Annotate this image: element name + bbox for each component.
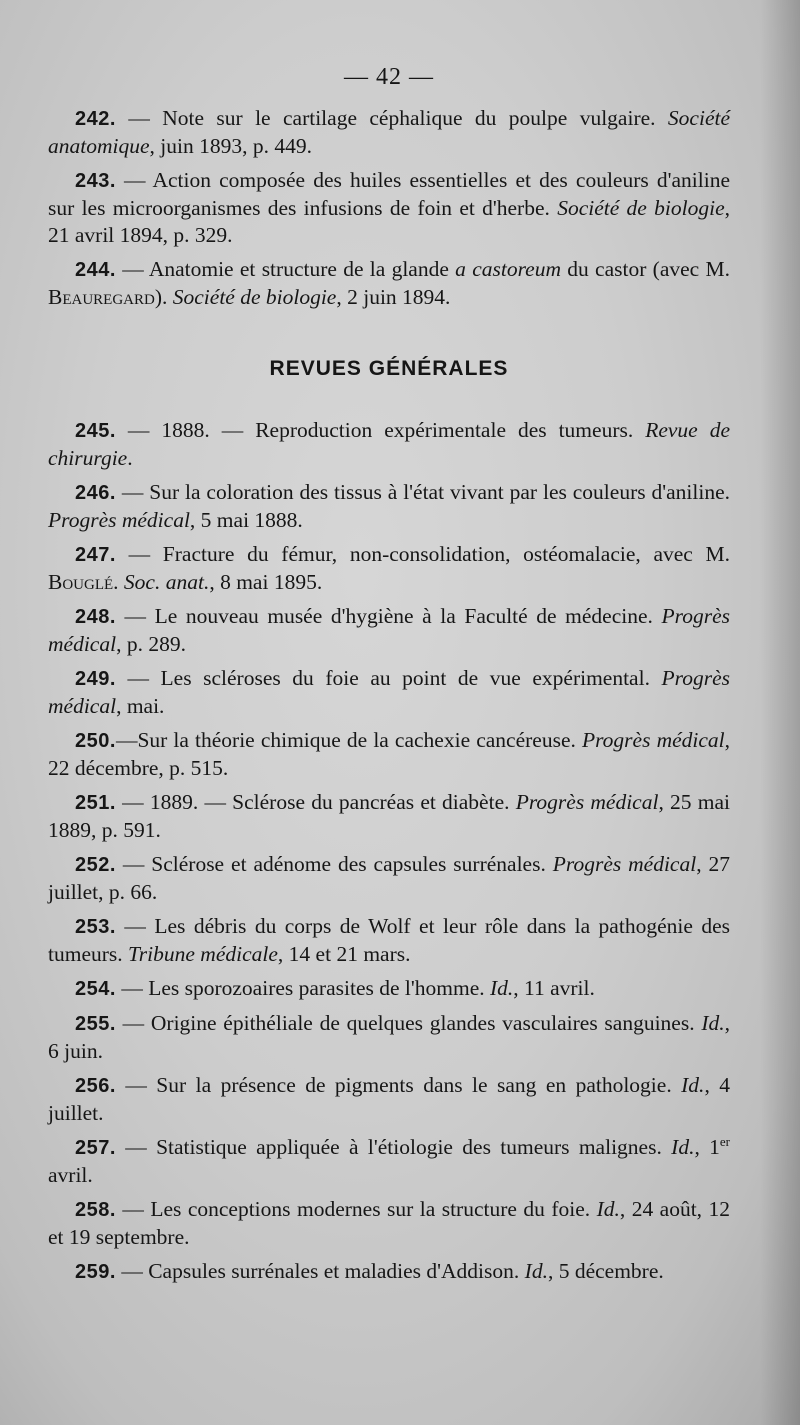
bibliography-entry <box>48 479 730 534</box>
entry-source: Société de biologie <box>172 285 337 309</box>
entry-text: , 24 août, 12 et 19 septembre. <box>48 1197 730 1249</box>
entry-number: 249. <box>75 668 116 690</box>
entry-number: 251. <box>75 792 116 814</box>
entry-text: , 25 mai 1889, p. 591. <box>48 790 730 842</box>
entry-text: , mai. <box>116 694 165 718</box>
entry-text: — Les sporozoaires parasites de l'homme. <box>115 976 490 1000</box>
entry-source: Revue de chirurgie <box>48 418 730 470</box>
entry-number: 247. <box>75 544 116 566</box>
entry-source: Société anatomique <box>48 106 730 158</box>
bibliography-entry <box>48 975 730 1003</box>
bibliography-entry <box>48 105 730 160</box>
bibliography-entry <box>48 417 730 472</box>
entry-source: Id. <box>681 1073 705 1097</box>
entry-text: , 5 décembre. <box>547 1259 664 1283</box>
entry-source: Soc. anat. <box>123 570 210 594</box>
entry-text: , 21 avril 1894, p. 329. <box>48 196 730 247</box>
bibliography-entry <box>48 167 730 249</box>
entry-superscript: er <box>719 1133 730 1149</box>
entry-text: . <box>127 446 133 470</box>
entry-text: avril. <box>48 1163 93 1187</box>
bibliography-entry <box>48 851 730 906</box>
entry-text: — Fracture du fémur, non-consolidation, ostéomalacie, avec M. <box>115 542 730 566</box>
entry-source: Progrès médical <box>552 852 697 876</box>
entry-number: 252. <box>75 854 116 876</box>
entry-number: 245. <box>75 420 116 442</box>
entry-source: Progrès médical <box>48 508 190 532</box>
entry-number: 256. <box>75 1075 116 1097</box>
bibliography-entry <box>48 603 730 658</box>
entry-text: — Le nouveau musée d'hygiène à la Faculté de médecine. <box>115 604 662 628</box>
bibliography-entry <box>48 665 730 720</box>
entry-text: — 1889. — Sclérose du pancréas et diabète. <box>115 790 516 814</box>
entry-text: du castor (avec M. <box>560 257 730 281</box>
coauthor-name: Bouglé <box>48 570 114 594</box>
entry-source: Progrès médical <box>48 604 730 656</box>
bibliography-entry <box>48 1072 730 1127</box>
entry-source: Id. <box>701 1011 725 1035</box>
entry-text: , juin 1893, p. 449. <box>149 134 312 158</box>
bibliography-entry <box>48 727 730 782</box>
entry-number: 246. <box>75 482 116 504</box>
entry-number: 255. <box>75 1013 116 1035</box>
entry-text: . <box>113 570 124 594</box>
entry-number: 243. <box>75 170 116 192</box>
entry-text: , p. 289. <box>116 632 186 656</box>
entry-source: Progrès médical <box>515 790 659 814</box>
entries-list-top <box>48 105 730 311</box>
entry-text: — Note sur le cartilage céphalique du poulpe vulgaire. <box>115 106 668 130</box>
bibliography-entry <box>48 256 730 311</box>
entry-text: — Les scléroses du foie au point de vue expérimental. <box>115 666 662 690</box>
entry-source: a castoreum <box>455 257 561 281</box>
entry-number: 248. <box>75 606 116 628</box>
entry-text: , 2 juin 1894. <box>336 285 451 309</box>
entry-text: — Anatomie et structure de la glande <box>115 257 456 281</box>
entry-text: — Capsules surrénales et maladies d'Addison. <box>115 1259 525 1283</box>
bibliography-entry <box>48 913 730 968</box>
entry-text: — Statistique appliquée à l'étiologie des tumeurs malignes. <box>115 1135 672 1159</box>
entry-source: Id. <box>596 1197 620 1221</box>
entry-text: — Les conceptions modernes sur la structure du foie. <box>115 1197 597 1221</box>
entry-text: — Sur la coloration des tissus à l'état vivant par les couleurs d'aniline. <box>115 480 730 504</box>
coauthor-name: Beauregard <box>48 285 155 309</box>
entry-source: Id. <box>489 976 514 1000</box>
entry-text: — Origine épithéliale de quelques glandes vasculaires sanguines. <box>115 1011 702 1035</box>
entry-text: — Action composée des huiles essentielles et des couleurs d'aniline sur les microorganismes des infusions de foin et d'herbe. <box>48 168 730 220</box>
bibliography-entry <box>48 1258 730 1286</box>
bibliography-entry <box>48 1196 730 1251</box>
entry-number: 253. <box>75 916 116 938</box>
entry-source: Id. <box>524 1259 548 1283</box>
bibliography-entry <box>48 1010 730 1065</box>
entry-text: — Sclérose et adénome des capsules surrénales. <box>115 852 553 876</box>
entry-text: —Sur la théorie chimique de la cachexie cancéreuse. <box>115 728 582 752</box>
entry-text: — Sur la présence de pigments dans le sang en pathologie. <box>115 1073 682 1097</box>
entry-text: — 1888. — Reproduction expérimentale des tumeurs. <box>115 418 646 442</box>
entry-text: ). <box>154 285 173 309</box>
bibliography-entry <box>48 789 730 844</box>
entry-number: 254. <box>75 978 116 1000</box>
entry-number: 257. <box>75 1137 116 1159</box>
bibliography-entry <box>48 541 730 596</box>
entry-text: , 6 juin. <box>48 1011 730 1063</box>
entry-text: , 5 mai 1888. <box>189 508 303 532</box>
entry-source: Id. <box>671 1135 695 1159</box>
entry-source: Progrès médical <box>48 666 730 718</box>
page-number: — 42 — <box>344 64 434 90</box>
entry-number: 242. <box>75 108 116 130</box>
entry-text: , 14 et 21 mars. <box>277 942 411 966</box>
entry-text: , 8 mai 1895. <box>209 570 323 594</box>
entry-number: 259. <box>75 1261 116 1283</box>
entry-text: , 1 <box>694 1135 720 1159</box>
entry-number: 244. <box>75 259 116 281</box>
entries-list-revues <box>48 417 730 1286</box>
entry-source: Tribune médicale <box>128 942 278 966</box>
entry-number: 258. <box>75 1199 116 1221</box>
entry-source: Société de biologie <box>557 196 725 220</box>
entry-number: 250. <box>75 730 116 752</box>
entry-text: — Les débris du corps de Wolf et leur rôle dans la pathogénie des tumeurs. <box>48 914 730 966</box>
entry-source: Progrès médical <box>581 728 725 752</box>
entry-text: , 11 avril. <box>513 976 595 1000</box>
entry-text: , 4 juillet. <box>48 1073 730 1125</box>
section-title: REVUES GÉNÉRALES <box>269 357 509 380</box>
entry-text: , 27 juillet, p. 66. <box>48 852 731 904</box>
bibliography-entry <box>48 1134 730 1189</box>
entry-text: , 22 décembre, p. 515. <box>48 728 730 780</box>
